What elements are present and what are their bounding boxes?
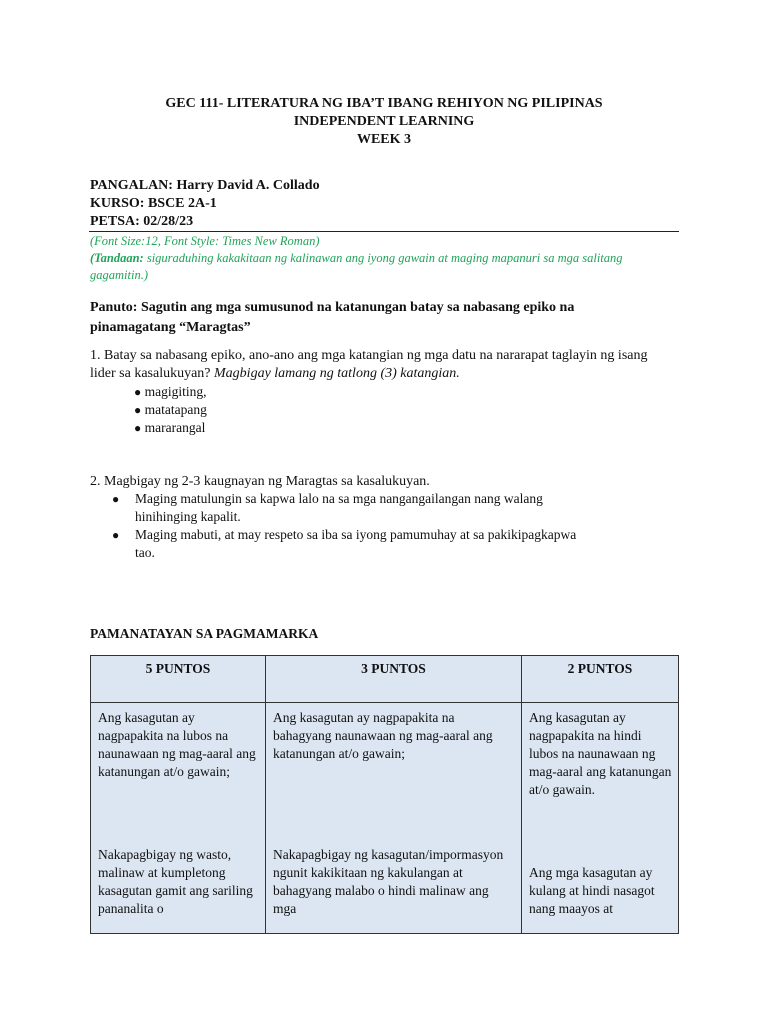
question-2-answers <box>112 490 592 562</box>
bullet-icon: ● <box>112 528 120 542</box>
header-3-puntos: 3 PUNTOS <box>266 656 522 703</box>
bullet-icon: ● <box>112 492 120 506</box>
bullet-icon: ● <box>134 403 142 417</box>
list-item: ● Maging mabuti, at may respeto sa iba sa iyong pamumuhay at sa pakikipagkapwa tao. <box>112 527 577 560</box>
table-cell: Ang kasagutan ay nagpapakita na lubos na naunawaan ng mag-aaral ang katanungan at/o gawain; Nakapagbigay ng wasto, malinaw at kumpletong kasagutan gamit ang sariling pananalita o <box>91 703 266 934</box>
submission-date: PETSA: 02/28/23 <box>90 214 194 229</box>
student-name: PANGALAN: Harry David A. Collado <box>90 178 320 193</box>
student-course: KURSO: BSCE 2A-1 <box>90 196 217 211</box>
reminder-note <box>90 250 650 284</box>
bullet-icon: ● <box>134 385 142 399</box>
question-1-text: 1. Batay sa nabasang epiko, ano-ano ang mga katangian ng mga datu na nararapat taglayin ng isang lider sa kasalukuyan? <box>90 348 648 381</box>
table-header-row <box>91 656 679 703</box>
question-1-instruction: Magbigay lamang ng tatlong (3) katangian. <box>214 366 460 381</box>
formatting-note <box>90 233 650 284</box>
table-cell: Ang kasagutan ay nagpapakita na bahagyang naunawaan ng mag-aaral ang katanungan at/o gawain; Nakapagbigay ng kasagutan/impormasyon ngunit kakikitaan ng kakulangan at bahagyang malabo o hindi malinaw ang mga <box>266 703 522 934</box>
horizontal-divider <box>89 231 679 232</box>
reminder-text: siguraduhing kakakitaan ng kalinawan ang iyong gawain at maging mapanuri sa mga salitang gagamitin.) <box>90 251 623 282</box>
list-item: ● matatapang <box>134 402 207 417</box>
font-note: (Font Size:12, Font Style: Times New Roman) <box>90 234 320 248</box>
header-5-puntos: 5 PUNTOS <box>91 656 266 703</box>
activity-type: INDEPENDENT LEARNING <box>293 114 475 129</box>
instructions: Panuto: Sagutin ang mga sumusunod na katanungan batay sa nabasang epiko na pinamagatang “Maragtas” <box>90 300 575 335</box>
table-row <box>91 703 679 934</box>
week-label: WEEK 3 <box>356 132 412 147</box>
rubric-table <box>90 655 679 934</box>
question-1 <box>90 347 670 383</box>
question-2: 2. Magbigay ng 2-3 kaugnayan ng Maragtas sa kasalukuyan. <box>90 474 430 489</box>
list-item: ● mararangal <box>134 420 206 435</box>
bullet-icon: ● <box>134 421 142 435</box>
header-2-puntos: 2 PUNTOS <box>522 656 679 703</box>
table-cell: Ang kasagutan ay nagpapakita na hindi lubos na naunawaan ng mag-aaral ang katanungan at/o gawain. Ang mga kasagutan ay kulang at hindi nasagot nang maayos at <box>522 703 679 934</box>
reminder-label: (Tandaan: <box>90 251 144 265</box>
list-item: ● Maging matulungin sa kapwa lalo na sa mga nangangailangan nang walang hinihinging kapalit. <box>112 491 543 524</box>
question-1-answers <box>134 383 207 437</box>
course-title: GEC 111- LITERATURA NG IBA’T IBANG REHIYON NG PILIPINAS <box>165 96 603 111</box>
list-item: ● magigiting, <box>134 384 207 399</box>
document-header <box>0 95 768 149</box>
student-info <box>90 177 320 231</box>
rubric-title: PAMANATAYAN SA PAGMAMARKA <box>90 626 319 641</box>
